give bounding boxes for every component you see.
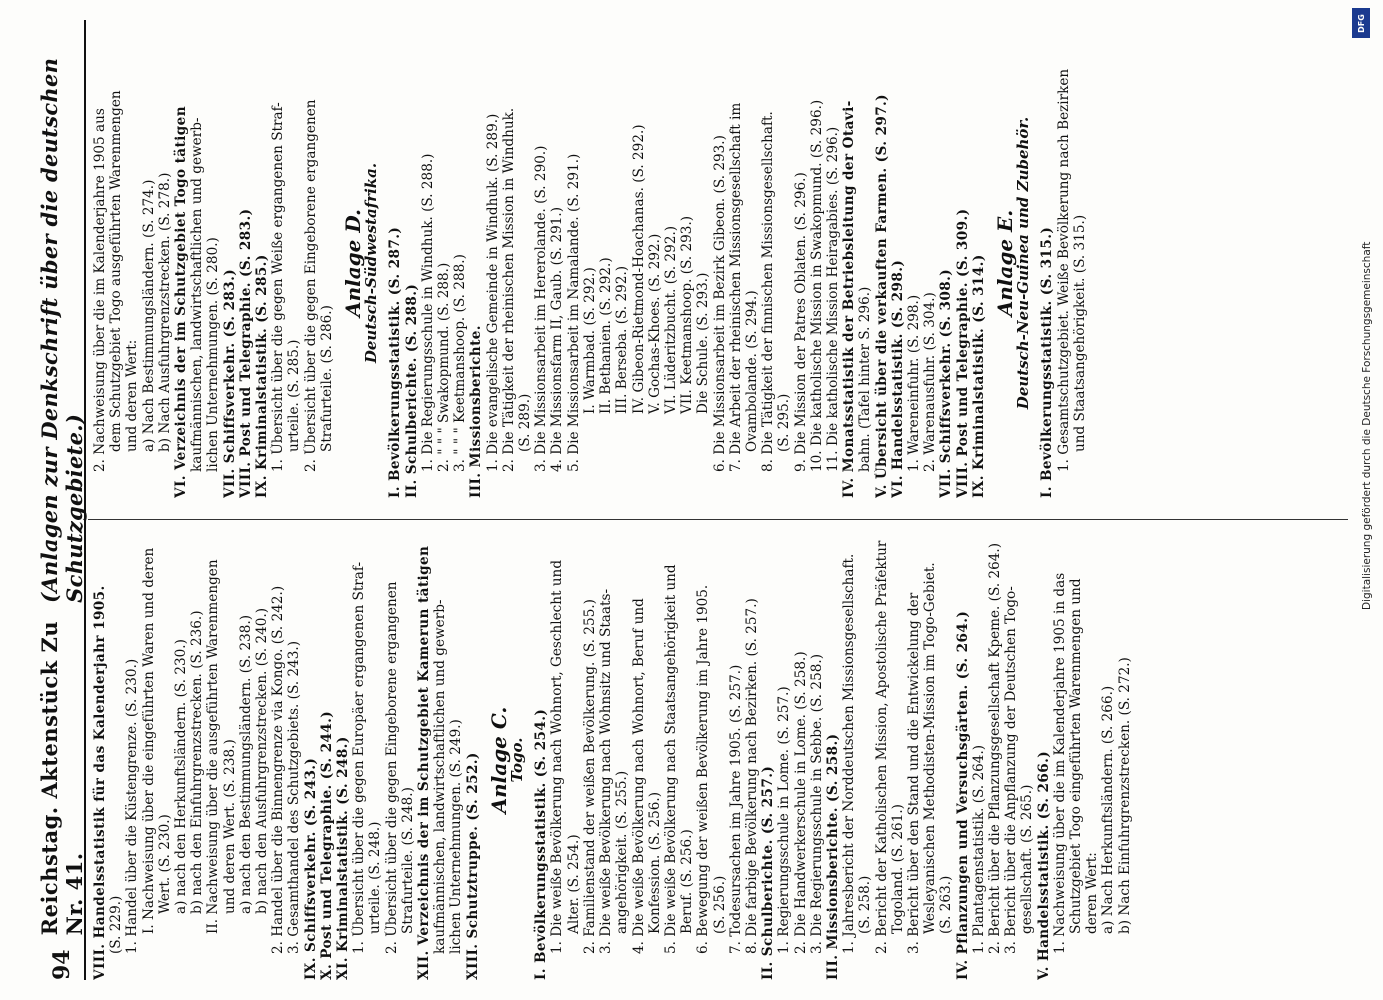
toc-entry: dem Schutzgebiet Togo ausgeführten Warenmengen [108, 90, 125, 452]
column-divider [88, 519, 1348, 520]
toc-entry: Schutzgebiet Togo eingeführten Warenmengen und [1067, 578, 1084, 934]
toc-entry: 1. Die weiße Bevölkerung nach Wohnort, Geschlecht und [549, 559, 566, 954]
header-title: Reichstag. Aktenstück Zu Nr. 41. [37, 620, 87, 936]
toc-entry: 8. Die Tätigkeit der finnischen Missionsgesellschaft. [760, 111, 777, 472]
toc-entry: a) nach den Bestimmungsländern. (S. 238.) [237, 614, 254, 914]
toc-entry: 2. Übersicht über die gegen Eingeborene ergangenen [302, 99, 319, 472]
toc-entry: 3. Gesamthandel des Schutzgebiets. (S. 243.) [286, 640, 303, 954]
toc-entry: I. Nachweisung über die eingeführten Waren und deren [140, 547, 157, 934]
rotated-page [37, 20, 1360, 980]
page-number: 94 [49, 949, 75, 980]
toc-entry: 3. Die weiße Bevölkerung nach Wohnsitz und Staats- [598, 588, 615, 954]
section-entry: XIII. Schutztruppe. (S. 252.) [464, 752, 481, 980]
toc-entry: (S. 289.) [517, 393, 534, 452]
toc-entry: IV. Gibeon-Rietmond-Hoachanas. (S. 292.) [630, 124, 647, 414]
toc-entry: 2. " " " Swakopmund. (S. 288.) [436, 262, 453, 472]
toc-entry: 11. Die katholische Mission Heiragabies. (S. 296.) [824, 126, 841, 472]
toc-entry: 1. Die Regierungsschule in Windhuk. (S. 288.) [419, 153, 436, 472]
toc-entry: 2. Die Tätigkeit der rheinischen Mission in Windhuk. [500, 107, 517, 472]
appendix-heading: Anlage E. [992, 209, 1017, 317]
toc-entry: 1. Gesamtschutzgebiet. Weiße Bevölkerung nach Bezirken [1055, 68, 1072, 472]
toc-entry: Konfession. (S. 256.) [646, 791, 663, 934]
toc-entry: Ovambolande. (S. 294.) [743, 290, 760, 452]
toc-entry: 9. Die Mission der Patres Oblaten. (S. 296.) [792, 172, 809, 472]
left-column [92, 540, 1133, 980]
page-header [37, 20, 87, 980]
toc-entry: lichen Unternehmungen. (S. 280.) [205, 237, 222, 472]
toc-entry: 2. Bericht über die Pflanzungsgesellschaft Kpeme. (S. 264.) [986, 542, 1003, 954]
toc-entry: 6. Bewegung der weißen Bevölkerung im Jahre 1905. [695, 584, 712, 954]
section-entry: I. Bevölkerungsstatistik. (S. 315.) [1039, 226, 1056, 498]
toc-entry: und deren Wert. (S. 238.) [221, 739, 238, 914]
toc-entry: 3. Bericht über die Anpflanzung der Deutschen Togo- [1003, 586, 1020, 954]
toc-entry: 1. Jahresbericht der Norddeutschen Missionsgesellschaft. [841, 553, 858, 954]
toc-entry: 2. Handel über die Binnengrenze via Kongo. (S. 242.) [270, 585, 287, 954]
toc-entry: 2. Die Handwerkerschule in Lome. (S. 258.) [792, 651, 809, 954]
toc-entry: VII. Keetmanshoop. (S. 293.) [679, 215, 696, 414]
toc-entry: 3. Bericht über den Stand und die Entwickelung der [905, 592, 922, 954]
region-heading: Deutsch-Südwestafrika. [362, 162, 381, 364]
toc-entry: II. Nachweisung über die ausgeführten Warenmengen [205, 559, 222, 934]
section-entry: V. Übersicht über die verkauften Farmen. (S. 297.) [873, 93, 890, 498]
section-entry: IX. Kriminalstatistik. (S. 314.) [970, 254, 987, 498]
toc-entry: b) Nach Einfuhrgrenzstrecken. (S. 272.) [1116, 657, 1133, 934]
toc-entry: 3. " " " Keetmanshoop. (S. 288.) [452, 254, 469, 472]
toc-entry: urteile. (S. 285.) [286, 339, 303, 452]
section-entry: VIII. Handelsstatistik für das Kalenderjahr 1905. [92, 585, 108, 980]
toc-entry: Togoland. (S. 261.) [889, 804, 906, 934]
section-entry: III. Missionsberichte. (S. 258.) [824, 733, 841, 980]
toc-entry: 1. Nachweisung über die im Kalenderjahre 1905 in das [1051, 572, 1068, 954]
toc-entry: 3. Die Missionsarbeit im Hererolande. (S. 290.) [533, 145, 550, 472]
toc-entry: 5. Die weiße Bevölkerung nach Staatsangehörigkeit und [662, 564, 679, 954]
toc-entry: 4. Die weiße Bevölkerung nach Wohnort, Beruf und [630, 598, 647, 954]
toc-entry: Wesleyanischen Methodisten-Mission im Togo-Gebiet. [922, 562, 939, 934]
section-entry: IX. Schiffsverkehr. (S. 243.) [302, 757, 319, 980]
toc-entry: II. Bethanien. (S. 292.) [598, 257, 615, 414]
toc-entry: 3. Die Regierungsschule in Sebbe. (S. 258.) [808, 654, 825, 954]
toc-entry: angehörigkeit. (S. 255.) [614, 770, 631, 934]
toc-entry: 4. Die Missionsfarm II, Gaub. (S. 291.) [549, 206, 566, 472]
right-column [92, 28, 1088, 498]
toc-entry: (S. 295.) [776, 393, 793, 452]
section-entry: VII. Schiffsverkehr. (S. 308.) [938, 268, 955, 498]
section-entry: VI. Handelsstatistik. (S. 298.) [889, 259, 906, 498]
section-entry: VIII. Post und Telegraphie. (S. 309.) [954, 208, 971, 498]
toc-entry: 1. Übersicht über die gegen Europäer ergangenen Straf- [351, 561, 368, 954]
region-heading: Togo. [508, 737, 527, 783]
toc-entry: I. Warmbad. (S. 292.) [581, 267, 598, 414]
toc-entry: b) Nach Ausfuhrgrenzstrecken. (S. 278.) [156, 172, 173, 452]
section-entry: II. Schulberichte. (S. 257.) [760, 765, 777, 980]
appendix-heading: Anlage D. [341, 209, 366, 317]
section-entry: I. Bevölkerungsstatistik. (S. 254.) [533, 708, 550, 980]
toc-entry: deren Wert: [1084, 852, 1101, 934]
toc-entry: (S. 256.) [711, 875, 728, 934]
section-entry: IV. Pflanzungen und Versuchsgärten. (S. 264.) [954, 610, 971, 980]
appendix-heading: Anlage C. [486, 706, 511, 814]
toc-entry: Strafurteile. (S. 286.) [318, 305, 335, 452]
toc-entry: (S. 229.) [108, 895, 125, 954]
toc-entry: 1. Übersicht über die gegen Weiße ergangenen Straf- [270, 102, 287, 472]
section-entry: VII. Schiffsverkehr. (S. 283.) [221, 268, 238, 498]
toc-entry: bahn. (Tafel hinter S. 296.) [857, 286, 874, 472]
toc-entry: 2. Übersicht über die gegen Eingeborene ergangenen [383, 581, 400, 954]
toc-entry: VI. Lüderitzbucht. (S. 292.) [662, 225, 679, 414]
toc-entry: 2. Familienstand der weißen Bevölkerung. (S. 255.) [581, 599, 598, 954]
toc-entry: a) nach den Herkunftsländern. (S. 230.) [173, 639, 190, 914]
dfg-logo: DFG [1352, 8, 1370, 38]
toc-entry: urteile. (S. 248.) [367, 821, 384, 934]
toc-entry: (S. 263.) [938, 875, 955, 934]
toc-entry: 2. Nachweisung über die im Kalenderjahre 1905 aus [92, 108, 108, 472]
section-entry: IV. Monatsstatistik der Betriebsleitung der Otavi- [841, 100, 858, 498]
toc-entry: gesellschaft. (S. 265.) [1019, 784, 1036, 934]
digitization-note: Digitalisierung gefördert durch die Deutsche Forschungsgemeinschaft [1361, 241, 1373, 610]
toc-entry: 7. Todesursachen im Jahre 1905. (S. 257.) [727, 664, 744, 954]
toc-entry: 1. Plantagenstatistik. (S. 264.) [970, 744, 987, 954]
section-entry: V. Handelsstatistik. (S. 266.) [1035, 750, 1052, 980]
toc-entry: a) Nach Bestimmungsländern. (S. 274.) [140, 179, 157, 452]
section-entry: I. Bevölkerungsstatistik. (S. 287.) [387, 226, 404, 498]
toc-entry: III. Berseba. (S. 292.) [614, 265, 631, 414]
toc-entry: 5. Die Missionsarbeit im Namalande. (S. 291.) [565, 153, 582, 472]
toc-entry: lichen Unternehmungen. (S. 249.) [448, 719, 465, 954]
section-entry: II. Schulberichte. (S. 288.) [403, 283, 420, 498]
section-entry: XI. Kriminalstatistik. (S. 248.) [335, 736, 352, 980]
toc-entry: a) Nach Herkunftsländern. (S. 266.) [1100, 685, 1117, 934]
toc-entry: 1. Die evangelische Gemeinde in Windhuk. (S. 289.) [484, 113, 501, 472]
toc-entry: 6. Die Missionsarbeit im Bezirk Gibeon. (S. 293.) [711, 135, 728, 472]
toc-entry: 2. Warenausfuhr. (S. 304.) [922, 292, 939, 472]
toc-entry: Beruf. (S. 256.) [679, 829, 696, 934]
section-entry: VIII. Post und Telegraphie. (S. 283.) [237, 208, 254, 498]
toc-entry: b) nach den Einfuhrgrenzstrecken. (S. 236.) [189, 610, 206, 914]
toc-entry: und deren Wert: [124, 339, 141, 452]
toc-entry: 8. Die farbige Bevölkerung nach Bezirken. (S. 257.) [743, 598, 760, 954]
toc-entry: Wert. (S. 230.) [156, 814, 173, 914]
toc-entry: Die Schule. (S. 293.) [695, 272, 712, 414]
toc-entry: 1. Handel über die Küstengrenze. (S. 230.) [124, 658, 141, 954]
toc-entry: kaufmännischen, landwirtschaftlichen und gewerb- [432, 599, 449, 954]
toc-entry: Alter. (S. 254.) [565, 834, 582, 934]
section-entry: X. Post und Telegraphie. (S. 244.) [318, 710, 335, 980]
section-entry: IX. Kriminalstatistik. (S. 285.) [254, 254, 271, 498]
toc-entry: V. Gochas-Khoes. (S. 292.) [646, 233, 663, 414]
toc-entry: 10. Die katholische Mission in Swakopmund. (S. 296.) [808, 99, 825, 472]
toc-entry: (S. 258.) [857, 875, 874, 934]
header-subtitle: (Anlagen zur Denkschrift über die deutschen Schutzgebiete.) [37, 57, 87, 603]
section-entry: VI. Verzeichnis der im Schutzgebiet Togo tätigen [173, 106, 190, 498]
section-entry: XII. Verzeichnis der im Schutzgebiet Kamerun tätigen [416, 545, 433, 980]
toc-entry: 2. Bericht der Katholischen Mission, Apostolische Präfektur [873, 540, 890, 954]
toc-entry: kaufmännischen, landwirtschaftlichen und gewerb- [189, 117, 206, 472]
toc-entry: Strafurteile. (S. 248.) [399, 787, 416, 934]
toc-entry: 1. Wareneinfuhr. (S. 298.) [905, 294, 922, 472]
section-entry: III. Missionsberichte. [468, 325, 485, 498]
toc-entry: und Staatsangehörigkeit. (S. 315.) [1071, 214, 1088, 452]
toc-entry: 1. Regierungsschule in Lome. (S. 257.) [776, 686, 793, 954]
toc-entry: 7. Die Arbeit der rheinischen Missionsgesellschaft im [727, 102, 744, 472]
region-heading: Deutsch-Neu-Guinea und Zubehör. [1014, 116, 1033, 410]
toc-entry: b) nach den Ausfuhrgrenzstrecken. (S. 240.) [254, 607, 271, 914]
